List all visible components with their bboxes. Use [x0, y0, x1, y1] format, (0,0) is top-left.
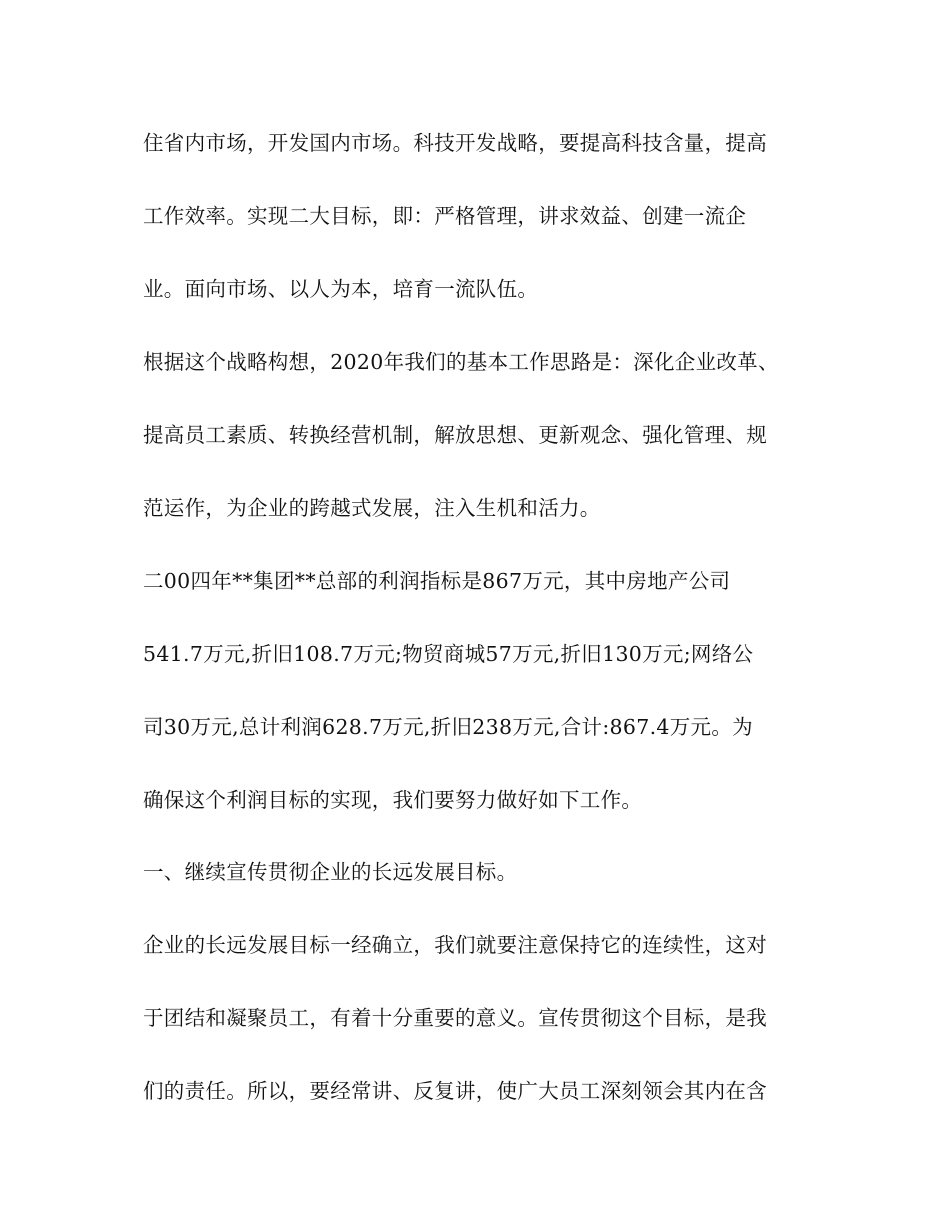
section-heading: 一、继续宣传贯彻企业的长远发展目标。	[143, 860, 518, 884]
text-line: 二00四年**集团**总部的利润指标是867万元，其中房地产公司	[143, 569, 731, 593]
text-line: 们的责任。所以，要经常讲、反复讲，使广大员工深刻领会其内在含	[143, 1079, 767, 1103]
text-line: 司30万元,总计利润628.7万元,折旧238万元,合计:867.4万元。为	[143, 715, 753, 739]
text-line: 于团结和凝聚员工，有着十分重要的意义。宣传贯彻这个目标，是我	[143, 1006, 767, 1030]
text-line: 范运作，为企业的跨越式发展，注入生机和活力。	[143, 496, 601, 520]
text-line: 企业的长远发展目标一经确立，我们就要注意保持它的连续性，这对	[143, 933, 767, 957]
text-line: 提高员工素质、转换经营机制，解放思想、更新观念、强化管理、规	[143, 423, 767, 447]
text-line: 住省内市场，开发国内市场。科技开发战略，要提高科技含量，提高	[143, 131, 767, 155]
text-line: 业。面向市场、以人为本，培育一流队伍。	[143, 277, 539, 301]
text-line: 541.7万元,折旧108.7万元;物贸商城57万元,折旧130万元;网络公	[143, 642, 754, 666]
text-line: 根据这个战略构想，2020年我们的基本工作思路是：深化企业改革、	[143, 350, 779, 374]
text-line: 工作效率。实现二大目标，即：严格管理，讲求效益、创建一流企	[143, 204, 747, 228]
text-line: 确保这个利润目标的实现，我们要努力做好如下工作。	[143, 788, 643, 812]
